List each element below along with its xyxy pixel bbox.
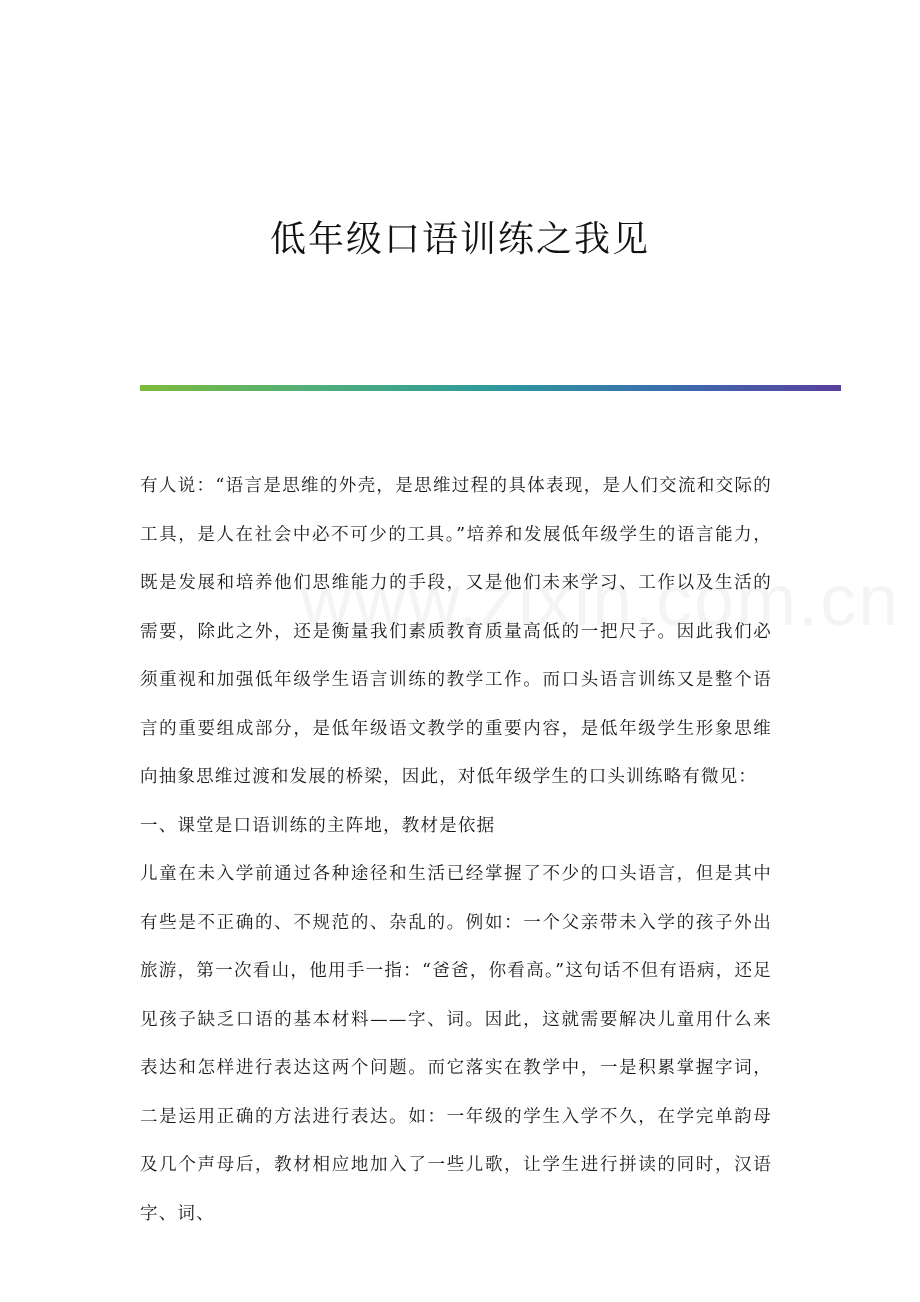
paragraph-intro: 有人说：“语言是思维的外壳，是思维过程的具体表现，是人们交流和交际的工具，是人在社会中必不可少的工具。”培养和发展低年级学生的语言能力，既是发展和培养他们思维能力的手段，又是他们未来学习、工作以及生活的需要，除此之外，还是衡量我们素质教育质量高低的一把尺子。因此我们必须重视和加强低年级学生语言训练的教学工作。而口头语言训练又是整个语言的重要组成部分，是低年级语文教学的重要内容，是低年级学生形象思维向抽象思维过渡和发展的桥梁，因此，对低年级学生的口头训练略有微见： <box>140 476 772 787</box>
section-heading: 一、课堂是口语训练的主阵地，教材是依据 <box>140 815 496 836</box>
paragraph-section-1: 儿童在未入学前通过各种途径和生活已经掌握了不少的口头语言，但是其中有些是不正确的、不规范的、杂乱的。例如：一个父亲带未入学的孩子外出旅游，第一次看山，他用手一指：“爸爸，你看高。”这句话不但有语病，还足见孩子缺乏口语的基本材料——字、词。因此，这就需要解决儿童用什么来表达和怎样进行表达这两个问题。而它落实在教学中，一是积累掌握字词，二是运用正确的方法进行表达。如：一年级的学生入学不久，在学完单韵母及几个声母后，教材相应地加入了一些儿歌，让学生进行拼读的同时，汉语字、词、 <box>140 864 772 1224</box>
document-body <box>140 462 772 1238</box>
document-title: 低年级口语训练之我见 <box>269 219 650 260</box>
title-divider <box>140 385 841 391</box>
